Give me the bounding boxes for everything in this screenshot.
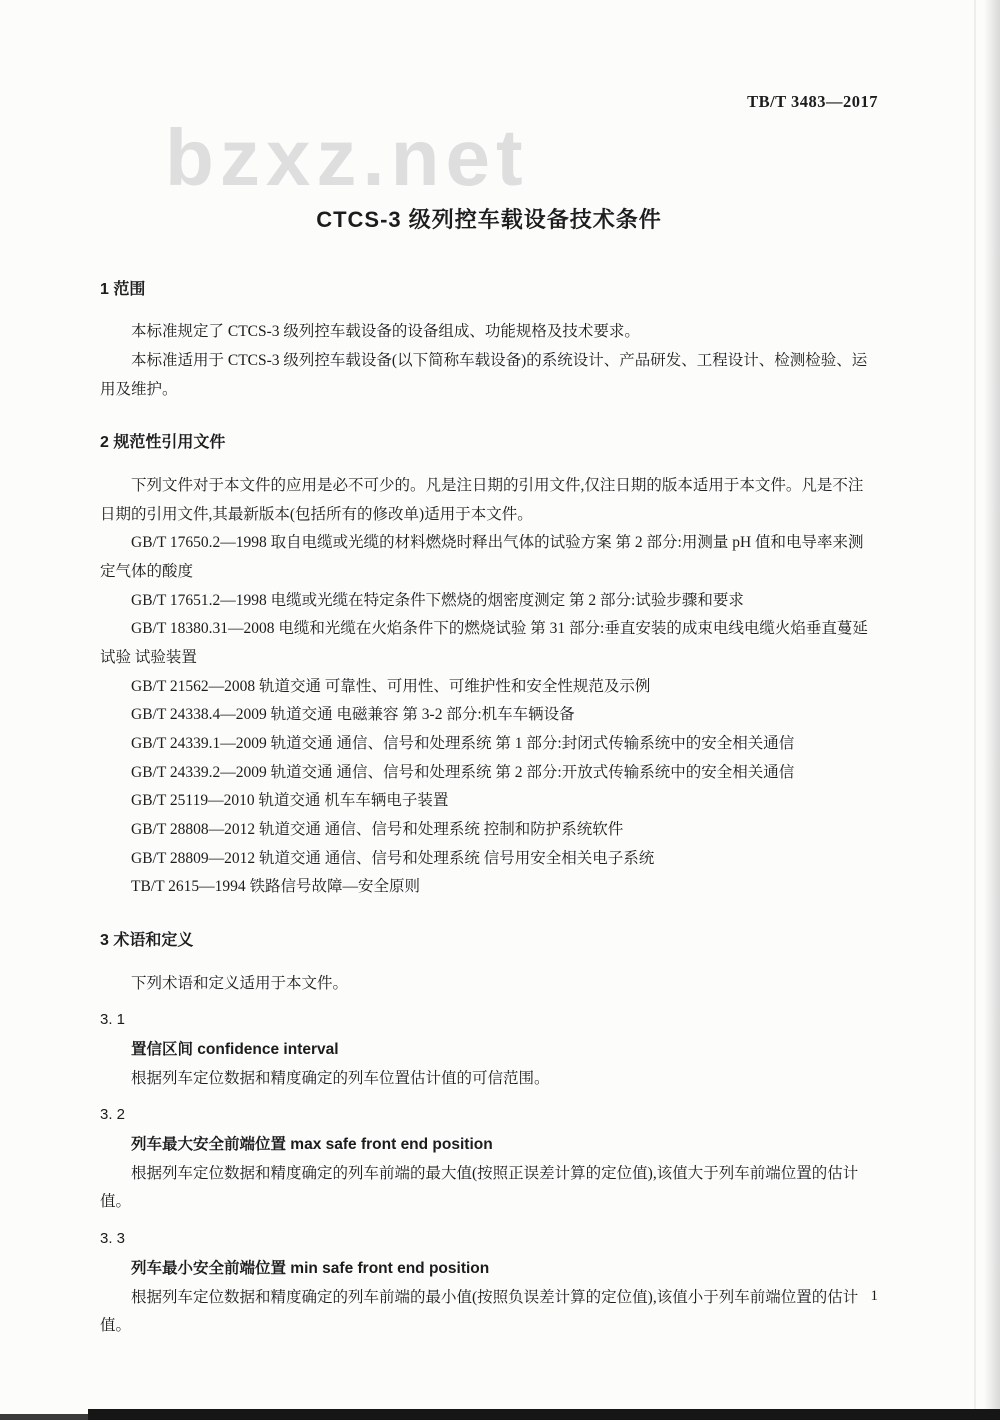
- reference-item: GB/T 25119—2010 轨道交通 机车车辆电子装置: [131, 792, 449, 810]
- reference-item: GB/T 18380.31—2008 电缆和光缆在火焰条件下的燃烧试验 第 31 部分:垂直安装的成束电线电缆火焰垂直蔓延试验 试验装置: [100, 620, 868, 666]
- clause-number: 3. 1: [100, 1011, 126, 1029]
- section-heading-references: 2 规范性引用文件: [100, 434, 226, 452]
- document-content: [100, 200, 878, 1341]
- term-title: 列车最小安全前端位置 min safe front end position: [131, 1259, 490, 1277]
- clause-number: 3. 3: [100, 1230, 126, 1248]
- watermark: bzxz.net: [165, 113, 529, 202]
- reference-item: TB/T 2615—1994 铁路信号故障—安全原则: [131, 878, 421, 896]
- reference-item: GB/T 21562—2008 轨道交通 可靠性、可用性、可维护性和安全性规范及示例: [131, 677, 651, 695]
- page-number: 1: [870, 1288, 878, 1304]
- reference-item: GB/T 24339.2—2009 轨道交通 通信、信号和处理系统 第 2 部分:开放式传输系统中的安全相关通信: [131, 763, 795, 781]
- reference-item: GB/T 28809—2012 轨道交通 通信、信号和处理系统 信号用安全相关电子系统: [131, 849, 655, 867]
- term-definition: 根据列车定位数据和精度确定的列车前端的最大值(按照正误差计算的定位值),该值大于列车前端位置的估计值。: [100, 1164, 859, 1211]
- references-intro: 下列文件对于本文件的应用是必不可少的。凡是注日期的引用文件,仅注日期的版本适用于本文件。凡是不注日期的引用文件,其最新版本(包括所有的修改单)适用于本文件。: [100, 476, 864, 523]
- reference-item: GB/T 17650.2—1998 取自电缆或光缆的材料燃烧时释出气体的试验方案 第 2 部分:用测量 pH 值和电导率来测定气体的酸度: [100, 534, 864, 580]
- reference-item: GB/T 28808—2012 轨道交通 通信、信号和处理系统 控制和防护系统软件: [131, 820, 624, 838]
- term-title: 列车最大安全前端位置 max safe front end position: [131, 1136, 493, 1154]
- scope-paragraph: 本标准规定了 CTCS-3 级列控车载设备的设备组成、功能规格及技术要求。: [131, 323, 640, 341]
- scan-artifact-line: [974, 0, 976, 1420]
- scope-paragraph: 本标准适用于 CTCS-3 级列控车载设备(以下简称车载设备)的系统设计、产品研发、工程设计、检测检验、运用及维护。: [100, 351, 868, 398]
- scan-artifact-bar: [88, 1409, 1000, 1420]
- scan-artifact-corner: [0, 1414, 88, 1420]
- clause-number: 3. 2: [100, 1106, 126, 1124]
- term-definition: 根据列车定位数据和精度确定的列车位置估计值的可信范围。: [131, 1069, 550, 1087]
- term-title: 置信区间 confidence interval: [131, 1040, 339, 1058]
- section-heading-terms: 3 术语和定义: [100, 931, 194, 949]
- reference-item: GB/T 24338.4—2009 轨道交通 电磁兼容 第 3-2 部分:机车车辆设备: [131, 706, 575, 724]
- section-heading-scope: 1 范围: [100, 280, 146, 298]
- reference-item: GB/T 17651.2—1998 电缆或光缆在特定条件下燃烧的烟密度测定 第 2 部分:试验步骤和要求: [131, 591, 744, 609]
- terms-intro: 下列术语和定义适用于本文件。: [131, 974, 349, 992]
- term-definition: 根据列车定位数据和精度确定的列车前端的最小值(按照负误差计算的定位值),该值小于列车前端位置的估计值。: [100, 1288, 859, 1335]
- document-title: CTCS-3 级列控车载设备技术条件: [316, 207, 662, 232]
- reference-item: GB/T 24339.1—2009 轨道交通 通信、信号和处理系统 第 1 部分:封闭式传输系统中的安全相关通信: [131, 734, 795, 752]
- scan-artifact-edge: [984, 0, 1000, 1420]
- doc-code: TB/T 3483—2017: [747, 92, 878, 111]
